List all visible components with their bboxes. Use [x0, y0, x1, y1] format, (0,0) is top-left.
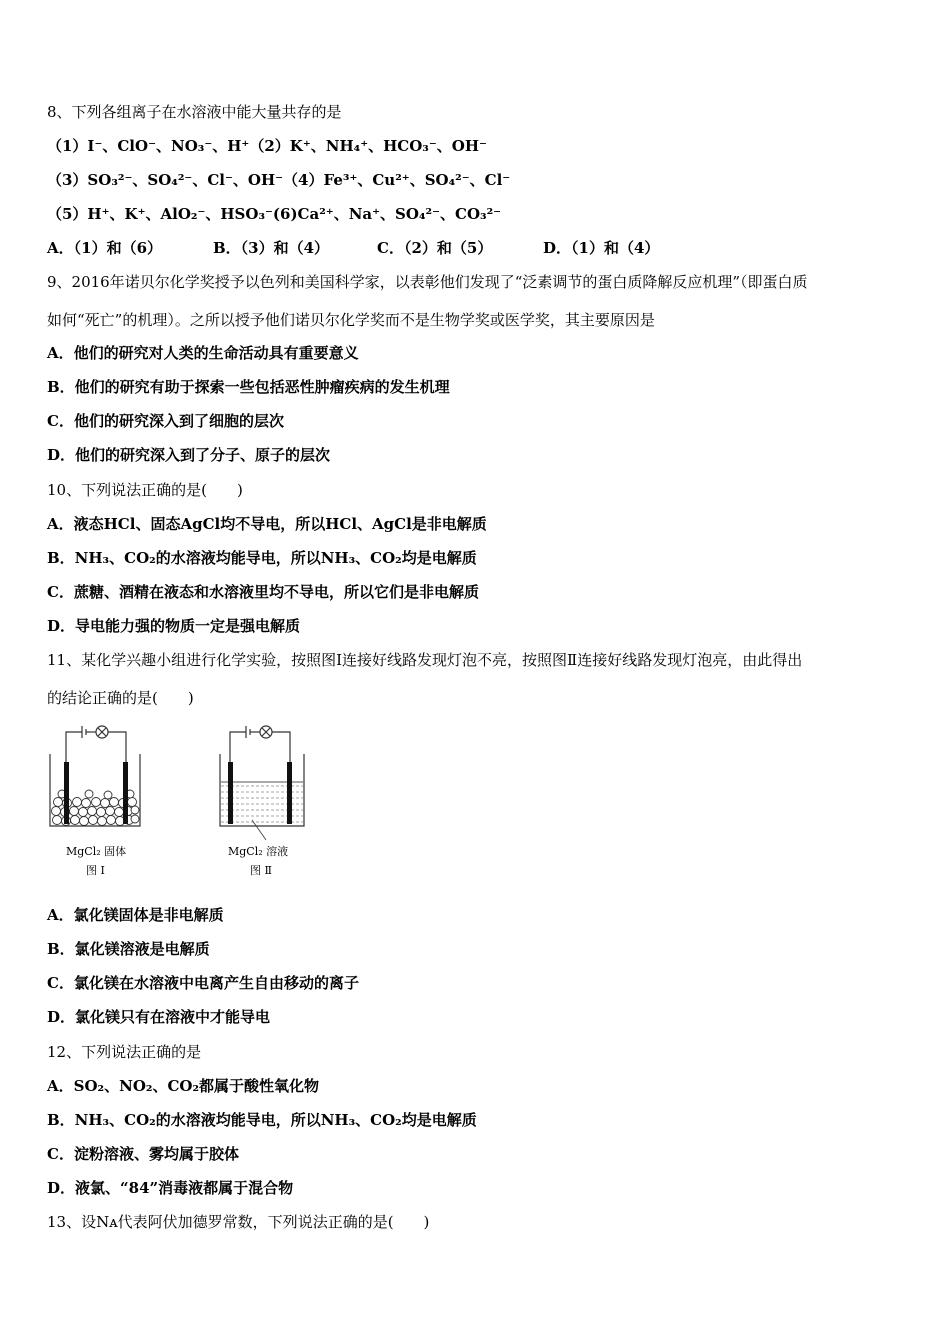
q11-option-c[interactable]: C．氯化镁在水溶液中电离产生自由移动的离子 — [47, 974, 359, 992]
figure-1-label: MgCl₂ 固体 — [66, 845, 127, 858]
q9-option-c[interactable]: C．他们的研究深入到了细胞的层次 — [47, 412, 284, 430]
q10-option-a[interactable]: A．液态HCl、固态AgCl均不导电，所以HCl、AgCl是非电解质 — [47, 515, 487, 533]
q8-option-d[interactable]: D．（1）和（4） — [543, 239, 660, 257]
q13-stem: 13、设Nᴀ代表阿伏加德罗常数，下列说法正确的是( ) — [47, 1213, 430, 1231]
figure-2-title: 图 Ⅱ — [250, 864, 272, 877]
q11-option-b[interactable]: B．氯化镁溶液是电解质 — [47, 940, 210, 958]
q8-option-c[interactable]: C．（2）和（5） — [377, 239, 493, 257]
q9-stem-line-1: 9、2016年诺贝尔化学奖授予以色列和美国科学家，以表彰他们发现了“泛素调节的蛋白质降解反应机理”（即蛋白质 — [47, 273, 808, 291]
q8-ions-line-2: （3）SO₃²⁻、SO₄²⁻、Cl⁻、OH⁻（4）Fe³⁺、Cu²⁺、SO₄²⁻、Cl⁻ — [47, 171, 511, 189]
q12-option-d[interactable]: D．液氯、“84”消毒液都属于混合物 — [47, 1179, 294, 1197]
q8-option-a[interactable]: A．（1）和（6） — [47, 239, 163, 257]
q12-option-b[interactable]: B．NH₃、CO₂的水溶液均能导电，所以NH₃、CO₂均是电解质 — [47, 1111, 477, 1129]
q12-option-c[interactable]: C．淀粉溶液、雾均属于胶体 — [47, 1145, 239, 1163]
figure-2-circuit-solution — [208, 720, 318, 840]
q8-ions-line-3: （5）H⁺、K⁺、AlO₂⁻、HSO₃⁻(6)Ca²⁺、Na⁺、SO₄²⁻、CO₃²⁻ — [47, 205, 502, 223]
q8-ions-line-1: （1）I⁻、ClO⁻、NO₃⁻、H⁺（2）K⁺、NH₄⁺、HCO₃⁻、OH⁻ — [47, 137, 487, 155]
q11-stem-line-2: 的结论正确的是( ) — [47, 689, 194, 707]
q9-option-d[interactable]: D．他们的研究深入到了分子、原子的层次 — [47, 446, 331, 464]
figure-1-title: 图 Ⅰ — [86, 864, 105, 877]
q8-stem: 8、下列各组离子在水溶液中能大量共存的是 — [47, 103, 342, 121]
q9-option-b[interactable]: B．他们的研究有助于探索一些包括恶性肿瘤疾病的发生机理 — [47, 378, 450, 396]
figure-1-circuit-solid — [44, 720, 154, 840]
q10-option-d[interactable]: D．导电能力强的物质一定是强电解质 — [47, 617, 301, 635]
q8-options — [47, 238, 659, 258]
q9-option-a[interactable]: A．他们的研究对人类的生命活动具有重要意义 — [47, 344, 359, 362]
q11-option-a[interactable]: A．氯化镁固体是非电解质 — [47, 906, 224, 924]
q11-option-d[interactable]: D．氯化镁只有在溶液中才能导电 — [47, 1008, 271, 1026]
figure-2-label: MgCl₂ 溶液 — [228, 845, 289, 858]
q8-option-b[interactable]: B．（3）和（4） — [213, 239, 330, 257]
q11-stem-line-1: 11、某化学兴趣小组进行化学实验，按照图Ⅰ连接好线路发现灯泡不亮，按照图Ⅱ连接好线路发现灯泡亮，由此得出 — [47, 651, 803, 669]
q9-stem-line-2: 如何“死亡”的机理）。之所以授予他们诺贝尔化学奖而不是生物学奖或医学奖，其主要原因是 — [47, 311, 655, 329]
q10-option-c[interactable]: C．蔗糖、酒精在液态和水溶液里均不导电，所以它们是非电解质 — [47, 583, 479, 601]
q12-stem: 12、下列说法正确的是 — [47, 1043, 202, 1061]
q12-option-a[interactable]: A．SO₂、NO₂、CO₂都属于酸性氧化物 — [47, 1077, 320, 1095]
q10-stem: 10、下列说法正确的是( ) — [47, 481, 243, 499]
q10-option-b[interactable]: B．NH₃、CO₂的水溶液均能导电，所以NH₃、CO₂均是电解质 — [47, 549, 477, 567]
